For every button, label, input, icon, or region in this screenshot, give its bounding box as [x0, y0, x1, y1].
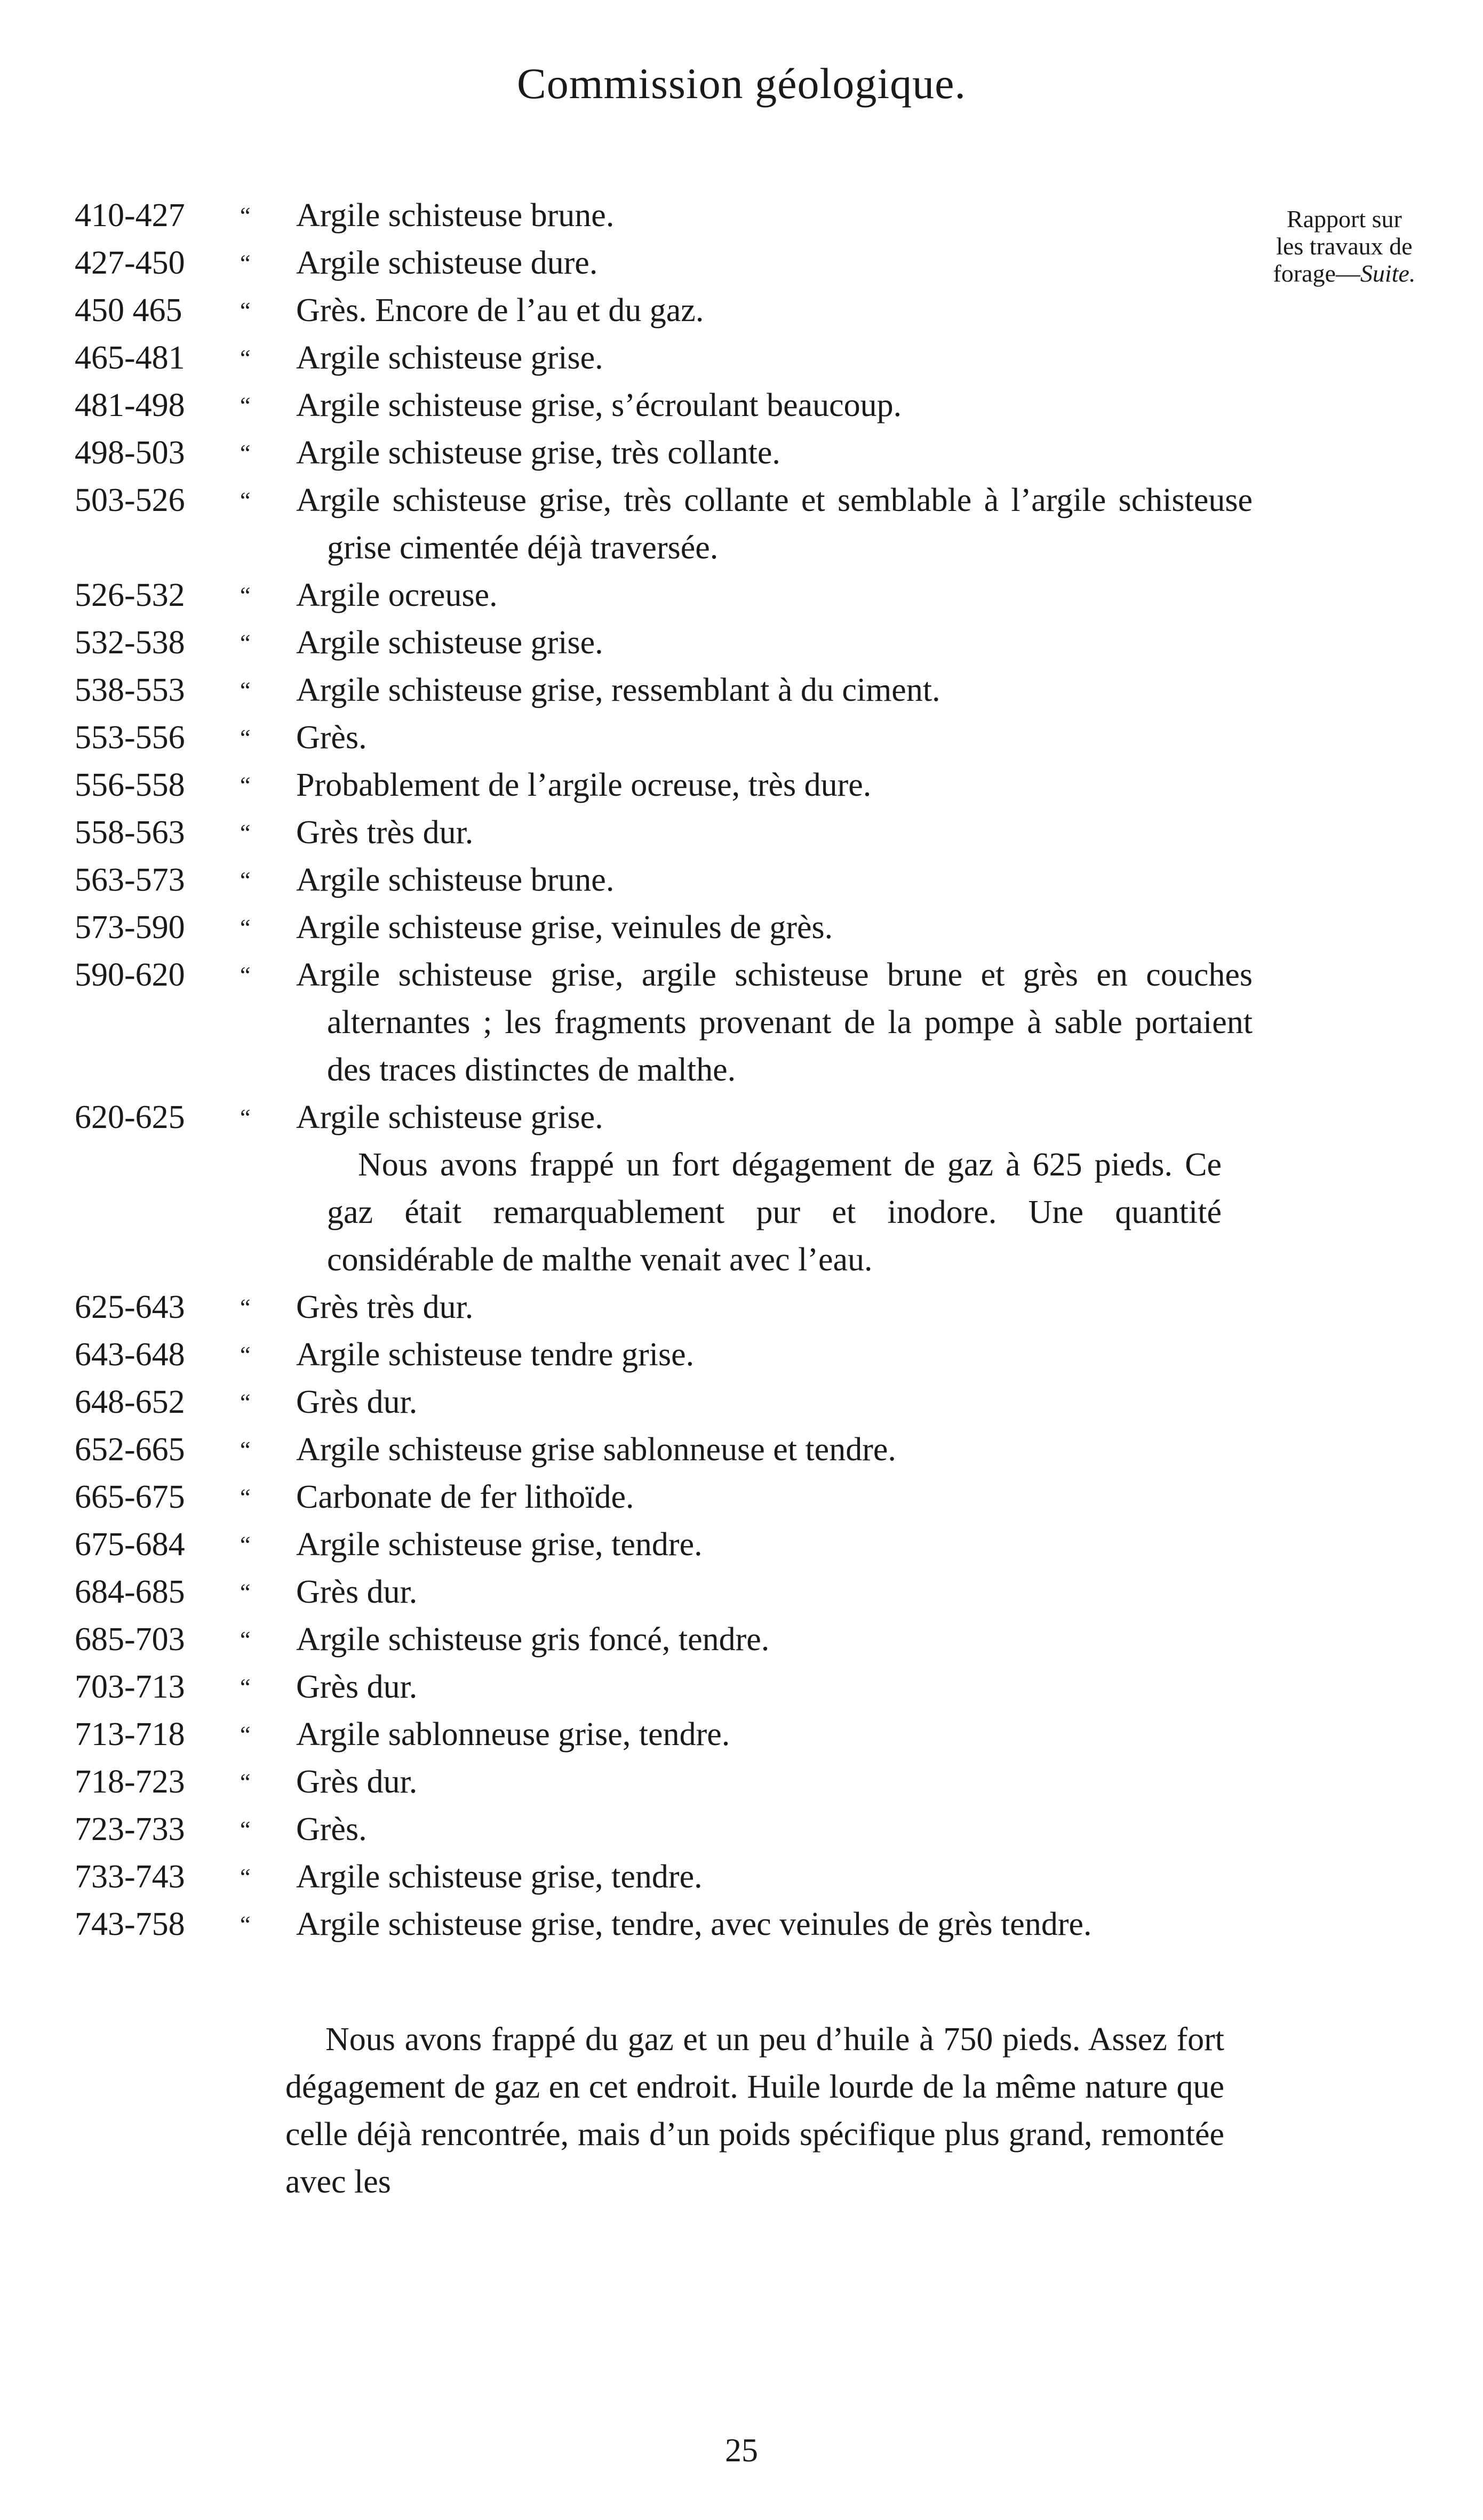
log-entry — [75, 1758, 1248, 1806]
log-entry — [75, 1094, 1248, 1284]
log-entry — [75, 619, 1248, 667]
ditto-mark: “ — [240, 915, 251, 941]
log-entry — [75, 477, 1253, 572]
depth-range: 665-675 — [75, 1479, 185, 1515]
depth-range: 427-450 — [75, 245, 185, 281]
depth-range: 723-733 — [75, 1811, 185, 1847]
log-entry — [75, 239, 1248, 287]
depth-range: 573-590 — [75, 909, 185, 946]
ditto-mark: “ — [240, 1864, 251, 1890]
margin-note-line-2: les travaux de — [1276, 233, 1413, 260]
depth-range: 556-558 — [75, 767, 185, 803]
stratum-description: Carbonate de fer lithoïde. — [296, 1479, 634, 1515]
stratum-description: Grès très dur. — [296, 1289, 474, 1325]
boring-log-list — [75, 192, 1253, 1948]
ditto-mark: “ — [240, 867, 251, 893]
depth-range: 620-625 — [75, 1099, 185, 1135]
ditto-mark: “ — [240, 440, 251, 466]
log-entry — [75, 1663, 1248, 1711]
stratum-description: Grès dur. — [296, 1669, 418, 1705]
depth-range: 703-713 — [75, 1669, 185, 1705]
log-entry — [75, 429, 1248, 477]
ditto-mark: “ — [240, 250, 251, 276]
depth-range: 625-643 — [75, 1289, 185, 1325]
ditto-mark: “ — [240, 1817, 251, 1843]
log-entry — [75, 1569, 1248, 1616]
stratum-description: Grès dur. — [296, 1384, 418, 1420]
depth-range: 526-532 — [75, 577, 185, 613]
closing-paragraph: Nous avons frappé du gaz et un peu d’huile à 750 pieds. Assez fort dégagement de gaz en cet endroit. Huile lourde de la même nature que celle déjà rencontrée, mais d’un poids spécifique plus grand, remontée avec les — [285, 2021, 1224, 2200]
ditto-mark: “ — [240, 1389, 251, 1415]
depth-range: 685-703 — [75, 1621, 185, 1658]
stratum-note: Nous avons frappé un fort dégagement de gaz à 625 pieds. Ce gaz était remarquablement pur et inodore. Une quantité considérable de malthe venait avec l’eau. — [327, 1147, 1222, 1278]
stratum-description: Argile schisteuse tendre grise. — [296, 1337, 695, 1373]
stratum-description: Argile schisteuse grise, s’écroulant beaucoup. — [296, 387, 902, 423]
depth-range: 718-723 — [75, 1764, 185, 1800]
depth-range: 743-758 — [75, 1906, 185, 1942]
margin-note-suffix: Suite. — [1360, 260, 1416, 287]
stratum-description: Argile schisteuse grise, tendre. — [296, 1526, 703, 1563]
page-title: Commission géologique. — [517, 59, 966, 108]
ditto-mark: “ — [240, 1769, 251, 1795]
log-entry — [75, 1853, 1248, 1901]
stratum-description: Grès. — [296, 719, 367, 756]
ditto-mark: “ — [240, 1674, 251, 1700]
depth-range: 553-556 — [75, 719, 185, 756]
stratum-description: Argile sablonneuse grise, tendre. — [296, 1716, 730, 1753]
stratum-description: Argile schisteuse gris foncé, tendre. — [296, 1621, 770, 1658]
depth-range: 684-685 — [75, 1574, 185, 1610]
log-entry — [75, 1521, 1248, 1569]
log-entry — [75, 1901, 1248, 1948]
log-entry — [75, 1331, 1248, 1379]
ditto-mark: “ — [240, 1437, 251, 1463]
depth-range: 675-684 — [75, 1526, 185, 1563]
stratum-description: Argile schisteuse grise, tendre, avec veinules de grès tendre. — [296, 1906, 1092, 1942]
margin-note-line-1: Rapport sur — [1287, 205, 1402, 233]
log-entry — [75, 1474, 1248, 1521]
stratum-description: Argile schisteuse grise, veinules de grès. — [296, 909, 833, 946]
ditto-mark: “ — [240, 393, 251, 419]
ditto-mark: “ — [240, 820, 251, 846]
ditto-mark: “ — [240, 677, 251, 703]
stratum-description: Argile schisteuse grise, tendre. — [296, 1859, 703, 1895]
log-entry — [75, 1426, 1248, 1474]
depth-range: 532-538 — [75, 625, 185, 661]
stratum-description: Grès très dur. — [296, 814, 474, 851]
log-entry — [75, 904, 1248, 951]
depth-range: 498-503 — [75, 435, 185, 471]
ditto-mark: “ — [240, 962, 251, 988]
stratum-description: Argile schisteuse grise, très collante. — [296, 435, 780, 471]
log-entry — [75, 334, 1248, 382]
stratum-description: Argile schisteuse grise. — [296, 340, 603, 376]
depth-range: 503-526 — [75, 482, 185, 518]
log-entry — [75, 857, 1248, 904]
ditto-mark: “ — [240, 203, 251, 229]
stratum-description: Argile schisteuse grise, très collante et semblable à l’argile schisteuse grise cimentée déjà traversée. — [296, 482, 1253, 566]
log-entry — [75, 951, 1253, 1094]
depth-range: 558-563 — [75, 814, 185, 851]
depth-range: 648-652 — [75, 1384, 185, 1420]
stratum-description: Argile schisteuse grise. — [296, 625, 603, 661]
page-number: 25 — [725, 2433, 758, 2469]
ditto-mark: “ — [240, 1911, 251, 1938]
ditto-mark: “ — [240, 772, 251, 798]
log-entry — [75, 1284, 1248, 1331]
ditto-mark: “ — [240, 1722, 251, 1748]
ditto-mark: “ — [240, 345, 251, 371]
log-entry — [75, 572, 1248, 619]
depth-range: 733-743 — [75, 1859, 185, 1895]
log-entry — [75, 382, 1248, 429]
log-entry — [75, 1379, 1248, 1426]
depth-range: 465-481 — [75, 340, 185, 376]
ditto-mark: “ — [240, 630, 251, 656]
log-entry — [75, 1616, 1248, 1663]
depth-range: 410-427 — [75, 197, 185, 234]
depth-range: 563-573 — [75, 862, 185, 898]
stratum-description: Grès dur. — [296, 1574, 418, 1610]
depth-range: 652-665 — [75, 1431, 185, 1468]
ditto-mark: “ — [240, 1342, 251, 1368]
stratum-description: Argile schisteuse grise sablonneuse et tendre. — [296, 1431, 896, 1468]
stratum-description: Argile schisteuse brune. — [296, 862, 615, 898]
log-entry — [75, 1711, 1248, 1758]
margin-note-prefix: forage— — [1273, 260, 1360, 287]
log-entry — [75, 809, 1248, 857]
ditto-mark: “ — [240, 1105, 251, 1131]
ditto-mark: “ — [240, 298, 251, 324]
ditto-mark: “ — [240, 725, 251, 751]
stratum-description: Probablement de l’argile ocreuse, très dure. — [296, 767, 872, 803]
log-entry — [75, 287, 1248, 334]
log-entry — [75, 192, 1248, 239]
depth-range: 538-553 — [75, 672, 185, 708]
log-entry — [75, 762, 1248, 809]
depth-range: 590-620 — [75, 957, 185, 993]
stratum-description: Grès. — [296, 1811, 367, 1847]
stratum-description: Grès dur. — [296, 1764, 418, 1800]
log-entry — [75, 714, 1248, 762]
stratum-description: Grès. Encore de l’au et du gaz. — [296, 292, 704, 329]
margin-note — [1243, 205, 1446, 287]
stratum-description: Argile schisteuse brune. — [296, 197, 615, 234]
stratum-description: Argile schisteuse grise. — [296, 1099, 603, 1135]
stratum-description: Argile ocreuse. — [296, 577, 498, 613]
depth-range: 450 465 — [75, 292, 182, 329]
stratum-description: Argile schisteuse dure. — [296, 245, 598, 281]
stratum-description: Argile schisteuse grise, ressemblant à du ciment. — [296, 672, 940, 708]
ditto-mark: “ — [240, 1294, 251, 1321]
ditto-mark: “ — [240, 1627, 251, 1653]
ditto-mark: “ — [240, 582, 251, 609]
log-entry — [75, 667, 1248, 714]
log-entry — [75, 1806, 1248, 1853]
ditto-mark: “ — [240, 487, 251, 514]
stratum-description: Argile schisteuse grise, argile schisteuse brune et grès en couches alternantes ; les fragments provenant de la pompe à sable portaient des traces distinctes de malthe. — [296, 957, 1253, 1088]
ditto-mark: “ — [240, 1484, 251, 1510]
ditto-mark: “ — [240, 1532, 251, 1558]
ditto-mark: “ — [240, 1579, 251, 1605]
depth-range: 713-718 — [75, 1716, 185, 1753]
depth-range: 481-498 — [75, 387, 185, 423]
depth-range: 643-648 — [75, 1337, 185, 1373]
margin-note-line-3 — [1243, 260, 1446, 287]
